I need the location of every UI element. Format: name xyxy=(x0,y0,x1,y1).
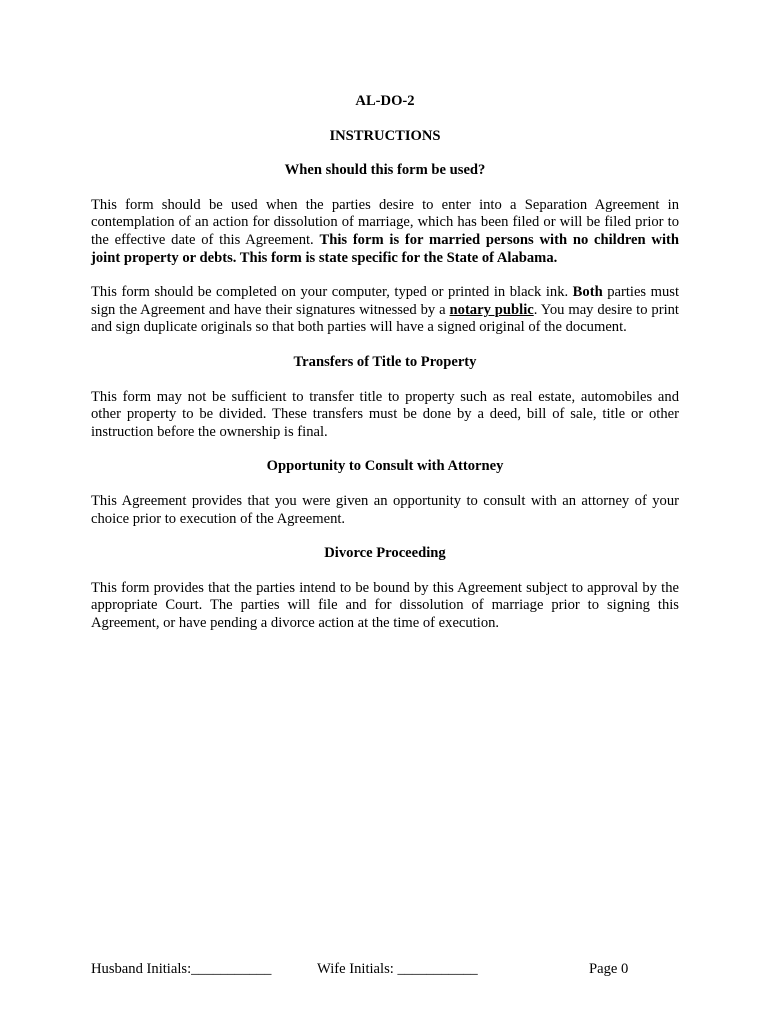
section-title-attorney: Opportunity to Consult with Attorney xyxy=(266,458,504,475)
paragraph-completion-text-2: parties must sign the Agreement and have their signatures witnessed by a xyxy=(91,284,679,318)
notary-public-emphasis: notary public xyxy=(449,301,534,318)
paragraph-when xyxy=(91,197,679,267)
section-title-transfers: Transfers of Title to Property xyxy=(293,353,477,370)
paragraph-completion-text-3: . You may desire to print and sign duplicate originals so that both parties will have a signed original of the document. xyxy=(91,301,679,336)
paragraph-when-bold-text: This form is for married persons with no children with joint property or debts. This form is state specific for the State of Alabama. xyxy=(91,231,679,266)
section-title-divorce: Divorce Proceeding xyxy=(324,545,446,562)
paragraph-completion-bold-both: Both xyxy=(572,284,603,301)
page-footer xyxy=(91,960,691,978)
husband-initials: Husband Initials:___________ xyxy=(91,961,272,977)
paragraph-divorce: This form provides that the parties intend to be bound by this Agreement subject to approval by the appropriate Court. The parties will file and for dissolution of marriage prior to signing this Agreement, or have pending a divorce action at the time of execution. xyxy=(91,579,679,631)
paragraph-attorney: This Agreement provides that you were given an opportunity to consult with an attorney of your choice prior to execution of the Agreement. xyxy=(91,492,679,527)
paragraph-transfers: This form may not be sufficient to transfer title to property such as real estate, automobiles and other property to be divided. These transfers must be done by a deed, bill of sale, title or other instruction before the ownership is final. xyxy=(91,388,679,440)
document-body xyxy=(91,93,679,649)
document-code: AL-DO-2 xyxy=(355,93,415,109)
section-title-when: When should this form be used? xyxy=(284,162,486,179)
document-heading: INSTRUCTIONS xyxy=(329,127,441,144)
paragraph-completion xyxy=(91,284,679,337)
wife-initials: Wife Initials: ___________ xyxy=(317,961,478,977)
page-number: Page 0 xyxy=(589,961,629,977)
paragraph-when-text: This form should be used when the parties desire to enter into a Separation Agreement in contemplation of an action for dissolution of marriage, which has been filed or will be filed prior to the effective date of this Agreement. xyxy=(91,196,679,248)
paragraph-completion-text-1: This form should be completed on your computer, typed or printed in black ink. xyxy=(91,284,573,301)
